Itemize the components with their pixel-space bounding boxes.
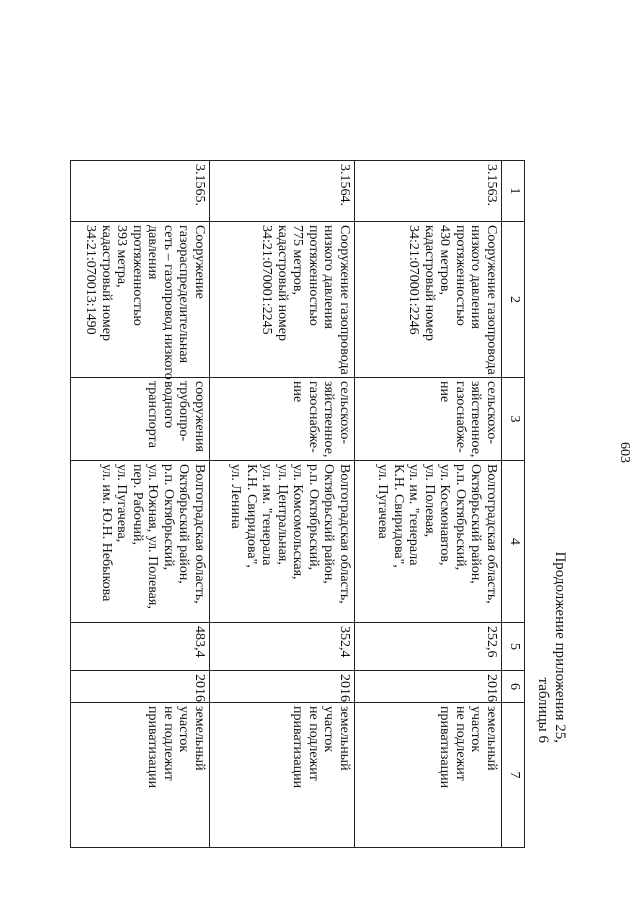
text-line: транспорта <box>145 381 161 449</box>
object-type <box>355 378 502 461</box>
object-note <box>210 703 355 848</box>
text-line: сельскохо- <box>337 381 352 445</box>
header-cell: 7 <box>502 703 525 848</box>
object-type <box>210 378 355 461</box>
text-line: водного <box>161 381 176 429</box>
text-line: 393 метра, <box>114 225 130 288</box>
text-line: ул. Космонавтов, <box>437 464 453 566</box>
text-line: ул. Комсомольская, <box>290 464 306 580</box>
text-line: ул. Южная, ул. Полевая, <box>145 464 161 609</box>
row-number: 3.1565. <box>71 161 210 222</box>
object-name <box>210 222 355 378</box>
object-type <box>71 378 210 461</box>
text-line: участок <box>321 706 337 753</box>
text-line: не подлежит <box>306 706 321 781</box>
text-line: ние <box>290 381 306 403</box>
text-line: кадастровый номер <box>422 225 437 341</box>
text-line: К.Н. Свиридова", <box>391 464 406 568</box>
text-line: зяйственное, <box>321 381 337 458</box>
header-row <box>502 161 525 848</box>
text-line: участок <box>176 706 192 753</box>
text-line: газоснабже- <box>453 381 468 453</box>
object-name <box>71 222 210 378</box>
text-line: земельный <box>484 706 499 771</box>
text-line: 34:21:070001:2246 <box>406 225 422 335</box>
register-table <box>70 160 525 848</box>
text-line: протяженностью <box>306 225 321 326</box>
table-row <box>355 161 502 848</box>
text-line: трубопро- <box>176 381 192 442</box>
text-line: протяженностью <box>453 225 468 326</box>
text-line: кадастровый номер <box>275 225 290 341</box>
object-year: 2016 <box>210 671 355 703</box>
text-line: Октябрьский район, <box>468 464 484 584</box>
text-line: участок <box>468 706 484 753</box>
text-line: газораспределительная <box>176 225 192 364</box>
text-line: сеть – газопровод низкого <box>161 225 176 380</box>
caption-line-2: таблицы 6 <box>535 677 551 743</box>
text-line: 34:21:070013:1490 <box>83 225 99 335</box>
text-line: ул. им. "генерала <box>406 464 422 566</box>
text-line: пер. Рабочий, <box>130 464 145 545</box>
text-line: зяйственное, <box>468 381 484 458</box>
object-note <box>71 703 210 848</box>
header-cell: 1 <box>502 161 525 222</box>
object-length: 352,4 <box>210 623 355 671</box>
text-line: Сооружение <box>192 225 207 299</box>
text-line: ул. Полевая, <box>422 464 437 538</box>
text-line: ул. Центральная, <box>275 464 290 565</box>
text-line: ул. им. "генерала <box>259 464 275 566</box>
text-line: приватизации <box>290 706 306 789</box>
text-line: Волгоградская область, <box>337 464 352 604</box>
text-line: ул. Ленина <box>228 464 244 529</box>
text-line: Волгоградская область, <box>192 464 207 604</box>
text-line: р.п. Октябрьский, <box>161 464 176 571</box>
object-name <box>355 222 502 378</box>
row-number: 3.1563. <box>355 161 502 222</box>
text-line: р.п. Октябрьский, <box>306 464 321 571</box>
text-line: Октябрьский район, <box>321 464 337 584</box>
header-cell: 2 <box>502 222 525 378</box>
text-line: не подлежит <box>161 706 176 781</box>
row-number: 3.1564. <box>210 161 355 222</box>
text-line: кадастровый номер <box>99 225 114 341</box>
text-line: ул. Пугачева, <box>114 464 130 543</box>
page-number: 603 <box>617 442 632 463</box>
text-line: ние <box>437 381 453 403</box>
caption-line-1: Продолжение приложения 25, <box>552 551 568 743</box>
table-caption <box>534 551 568 743</box>
text-line: сельскохо- <box>484 381 499 445</box>
text-line: приватизации <box>437 706 453 789</box>
object-year: 2016 <box>355 671 502 703</box>
text-line: земельный <box>192 706 207 771</box>
header-cell: 4 <box>502 461 525 623</box>
object-length: 252,6 <box>355 623 502 671</box>
text-line: низкого давления <box>321 225 337 329</box>
text-line: ул. Пугачева <box>375 464 391 539</box>
header-cell: 3 <box>502 378 525 461</box>
text-line: ул. им. Ю.Н. Небыкова <box>99 464 114 602</box>
text-line: Октябрьский район, <box>176 464 192 584</box>
text-line: давления <box>145 225 161 280</box>
text-line: приватизации <box>145 706 161 789</box>
header-cell: 6 <box>502 671 525 703</box>
text-line: 430 метров, <box>437 225 453 295</box>
object-year: 2016 <box>71 671 210 703</box>
table-row <box>71 161 210 848</box>
header-cell: 5 <box>502 623 525 671</box>
text-line: газоснабже- <box>306 381 321 453</box>
table-row <box>210 161 355 848</box>
text-line: сооружения <box>192 381 207 452</box>
text-line: Волгоградская область, <box>484 464 499 604</box>
object-address <box>210 461 355 623</box>
object-note <box>355 703 502 848</box>
object-length: 483,4 <box>71 623 210 671</box>
text-line: земельный <box>337 706 352 771</box>
text-line: К.Н. Свиридова", <box>244 464 259 568</box>
text-line: 775 метров, <box>290 225 306 295</box>
object-address <box>71 461 210 623</box>
text-line: Сооружение газопровода <box>337 225 352 375</box>
text-line: р.п. Октябрьский, <box>453 464 468 571</box>
object-address <box>355 461 502 623</box>
text-line: не подлежит <box>453 706 468 781</box>
text-line: протяженностью <box>130 225 145 326</box>
text-line: низкого давления <box>468 225 484 329</box>
text-line: Сооружение газопровода <box>484 225 499 375</box>
text-line: 34:21:070001:2245 <box>259 225 275 335</box>
